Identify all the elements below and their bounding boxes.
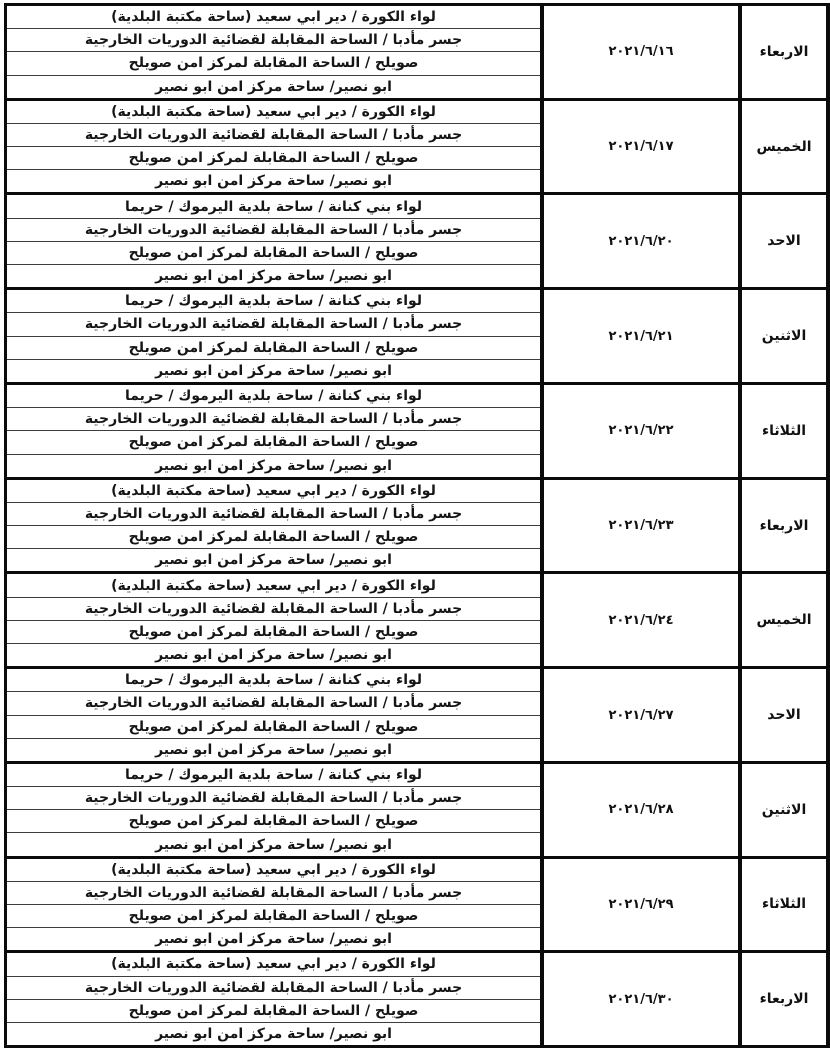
date-label: ٢٠٢١/٦/٢٨	[608, 802, 674, 818]
location-line: جسر مأدبا / الساحة المقابلة لقضائية الدوريات الخارجية	[7, 218, 540, 241]
day-cell	[738, 574, 826, 666]
location-line: لواء الكورة / دير ابي سعيد (ساحة مكتبة البلدية)	[111, 482, 436, 499]
day-cell	[738, 101, 826, 193]
day-label: الاربعاء	[759, 43, 809, 60]
location-line: لواء بني كنانة / ساحة بلدية اليرموك / حريما	[124, 672, 423, 689]
location-line: لواء بني كنانة / ساحة بلدية اليرموك / حريما	[124, 388, 423, 405]
location-line: لواء الكورة / دير ابي سعيد (ساحة مكتبة البلدية)	[111, 956, 436, 973]
day-label: الاحد	[767, 707, 801, 723]
date-cell	[540, 290, 738, 382]
location-line: صويلح / الساحة المقابلة لمركز امن صويلح	[7, 715, 540, 738]
date-label: ٢٠٢١/٦/٣٠	[608, 991, 674, 1007]
date-label: ٢٠٢١/٦/١٧	[608, 139, 674, 155]
day-cell	[738, 290, 826, 382]
table-row	[7, 571, 826, 666]
locations-cell	[7, 385, 540, 477]
day-cell	[738, 764, 826, 856]
table-row	[7, 477, 826, 572]
location-line: ابو نصير/ ساحة مركز امن ابو نصير	[7, 359, 540, 382]
location-line: صويلح / الساحة المقابلة لمركز امن صويلح	[7, 620, 540, 643]
day-cell	[738, 669, 826, 761]
location-line: لواء الكورة / دير ابي سعيد (ساحة مكتبة البلدية)	[111, 9, 436, 26]
day-cell	[738, 953, 826, 1045]
day-cell	[738, 6, 826, 98]
table-row	[7, 287, 826, 382]
locations-cell	[7, 669, 540, 761]
date-label: ٢٠٢١/٦/١٦	[608, 44, 674, 60]
date-label: ٢٠٢١/٦/٢١	[608, 328, 674, 344]
location-line: جسر مأدبا / الساحة المقابلة لقضائية الدوريات الخارجية	[7, 597, 540, 620]
locations-cell	[7, 101, 540, 193]
location-line: لواء الكورة / دير ابي سعيد (ساحة مكتبة البلدية)	[111, 577, 436, 594]
location-line: ابو نصير/ ساحة مركز امن ابو نصير	[7, 75, 540, 98]
date-cell	[540, 953, 738, 1045]
location-line: جسر مأدبا / الساحة المقابلة لقضائية الدوريات الخارجية	[7, 123, 540, 146]
location-line: ابو نصير/ ساحة مركز امن ابو نصير	[7, 927, 540, 950]
location-line: لواء الكورة / دير ابي سعيد (ساحة مكتبة البلدية)	[111, 861, 436, 878]
locations-cell	[7, 953, 540, 1045]
table-row	[7, 856, 826, 951]
date-label: ٢٠٢١/٦/٢٣	[608, 518, 674, 534]
date-cell	[540, 6, 738, 98]
locations-cell	[7, 195, 540, 287]
date-cell	[540, 574, 738, 666]
location-line: ابو نصير/ ساحة مركز امن ابو نصير	[7, 169, 540, 192]
location-line: جسر مأدبا / الساحة المقابلة لقضائية الدوريات الخارجية	[7, 786, 540, 809]
location-line: صويلح / الساحة المقابلة لمركز امن صويلح	[7, 999, 540, 1022]
date-cell	[540, 669, 738, 761]
day-label: الاحد	[767, 233, 801, 250]
schedule-table	[4, 3, 830, 1048]
location-line: ابو نصير/ ساحة مركز امن ابو نصير	[7, 832, 540, 855]
date-label: ٢٠٢١/٦/٢٩	[608, 896, 674, 912]
day-label: الاربعاء	[759, 991, 809, 1008]
date-cell	[540, 101, 738, 193]
day-cell	[738, 385, 826, 477]
location-line: جسر مأدبا / الساحة المقابلة لقضائية الدوريات الخارجية	[7, 976, 540, 999]
day-cell	[738, 859, 826, 951]
locations-cell	[7, 6, 540, 98]
table-row	[7, 950, 826, 1045]
date-cell	[540, 195, 738, 287]
day-label: الاربعاء	[759, 517, 809, 534]
locations-cell	[7, 574, 540, 666]
location-line: صويلح / الساحة المقابلة لمركز امن صويلح	[7, 809, 540, 832]
location-line: جسر مأدبا / الساحة المقابلة لقضائية الدوريات الخارجية	[7, 28, 540, 51]
location-line: ابو نصير/ ساحة مركز امن ابو نصير	[7, 264, 540, 287]
location-line: صويلح / الساحة المقابلة لمركز امن صويلح	[7, 430, 540, 453]
location-line: جسر مأدبا / الساحة المقابلة لقضائية الدوريات الخارجية	[7, 407, 540, 430]
day-label: الاثنين	[761, 328, 807, 345]
location-line: جسر مأدبا / الساحة المقابلة لقضائية الدوريات الخارجية	[7, 502, 540, 525]
day-label: الخميس	[756, 138, 812, 155]
date-cell	[540, 764, 738, 856]
location-line: صويلح / الساحة المقابلة لمركز امن صويلح	[7, 525, 540, 548]
date-label: ٢٠٢١/٦/٢٧	[608, 707, 674, 723]
location-line: ابو نصير/ ساحة مركز امن ابو نصير	[7, 454, 540, 477]
date-cell	[540, 480, 738, 572]
location-line: لواء بني كنانة / ساحة بلدية اليرموك / حريما	[124, 766, 423, 783]
location-line: ابو نصير/ ساحة مركز امن ابو نصير	[7, 643, 540, 666]
day-label: الخميس	[756, 612, 812, 629]
table-row	[7, 761, 826, 856]
day-label: الثلاثاء	[761, 896, 807, 913]
location-line: ابو نصير/ ساحة مركز امن ابو نصير	[7, 1022, 540, 1045]
date-cell	[540, 859, 738, 951]
location-line: جسر مأدبا / الساحة المقابلة لقضائية الدوريات الخارجية	[7, 312, 540, 335]
date-label: ٢٠٢١/٦/٢٤	[608, 612, 674, 628]
location-line: جسر مأدبا / الساحة المقابلة لقضائية الدوريات الخارجية	[7, 881, 540, 904]
location-line: صويلح / الساحة المقابلة لمركز امن صويلح	[7, 146, 540, 169]
location-line: صويلح / الساحة المقابلة لمركز امن صويلح	[7, 904, 540, 927]
table-row	[7, 6, 826, 98]
location-line: ابو نصير/ ساحة مركز امن ابو نصير	[7, 738, 540, 761]
table-row	[7, 192, 826, 287]
day-label: الاثنين	[761, 801, 807, 818]
location-line: صويلح / الساحة المقابلة لمركز امن صويلح	[7, 51, 540, 74]
table-row	[7, 382, 826, 477]
day-cell	[738, 480, 826, 572]
location-line: صويلح / الساحة المقابلة لمركز امن صويلح	[7, 336, 540, 359]
location-line: لواء بني كنانة / ساحة بلدية اليرموك / حريما	[124, 293, 423, 310]
day-label: الثلاثاء	[761, 422, 807, 439]
location-line: لواء بني كنانة / ساحة بلدية اليرموك / حريما	[124, 198, 423, 215]
locations-cell	[7, 290, 540, 382]
locations-cell	[7, 480, 540, 572]
table-row	[7, 666, 826, 761]
location-line: صويلح / الساحة المقابلة لمركز امن صويلح	[7, 241, 540, 264]
location-line: ابو نصير/ ساحة مركز امن ابو نصير	[7, 548, 540, 571]
location-line: جسر مأدبا / الساحة المقابلة لقضائية الدوريات الخارجية	[7, 691, 540, 714]
locations-cell	[7, 859, 540, 951]
date-cell	[540, 385, 738, 477]
location-line: لواء الكورة / دير ابي سعيد (ساحة مكتبة البلدية)	[111, 103, 436, 120]
date-label: ٢٠٢١/٦/٢٢	[608, 423, 674, 439]
date-label: ٢٠٢١/٦/٢٠	[608, 233, 674, 249]
locations-cell	[7, 764, 540, 856]
table-row	[7, 98, 826, 193]
day-cell	[738, 195, 826, 287]
